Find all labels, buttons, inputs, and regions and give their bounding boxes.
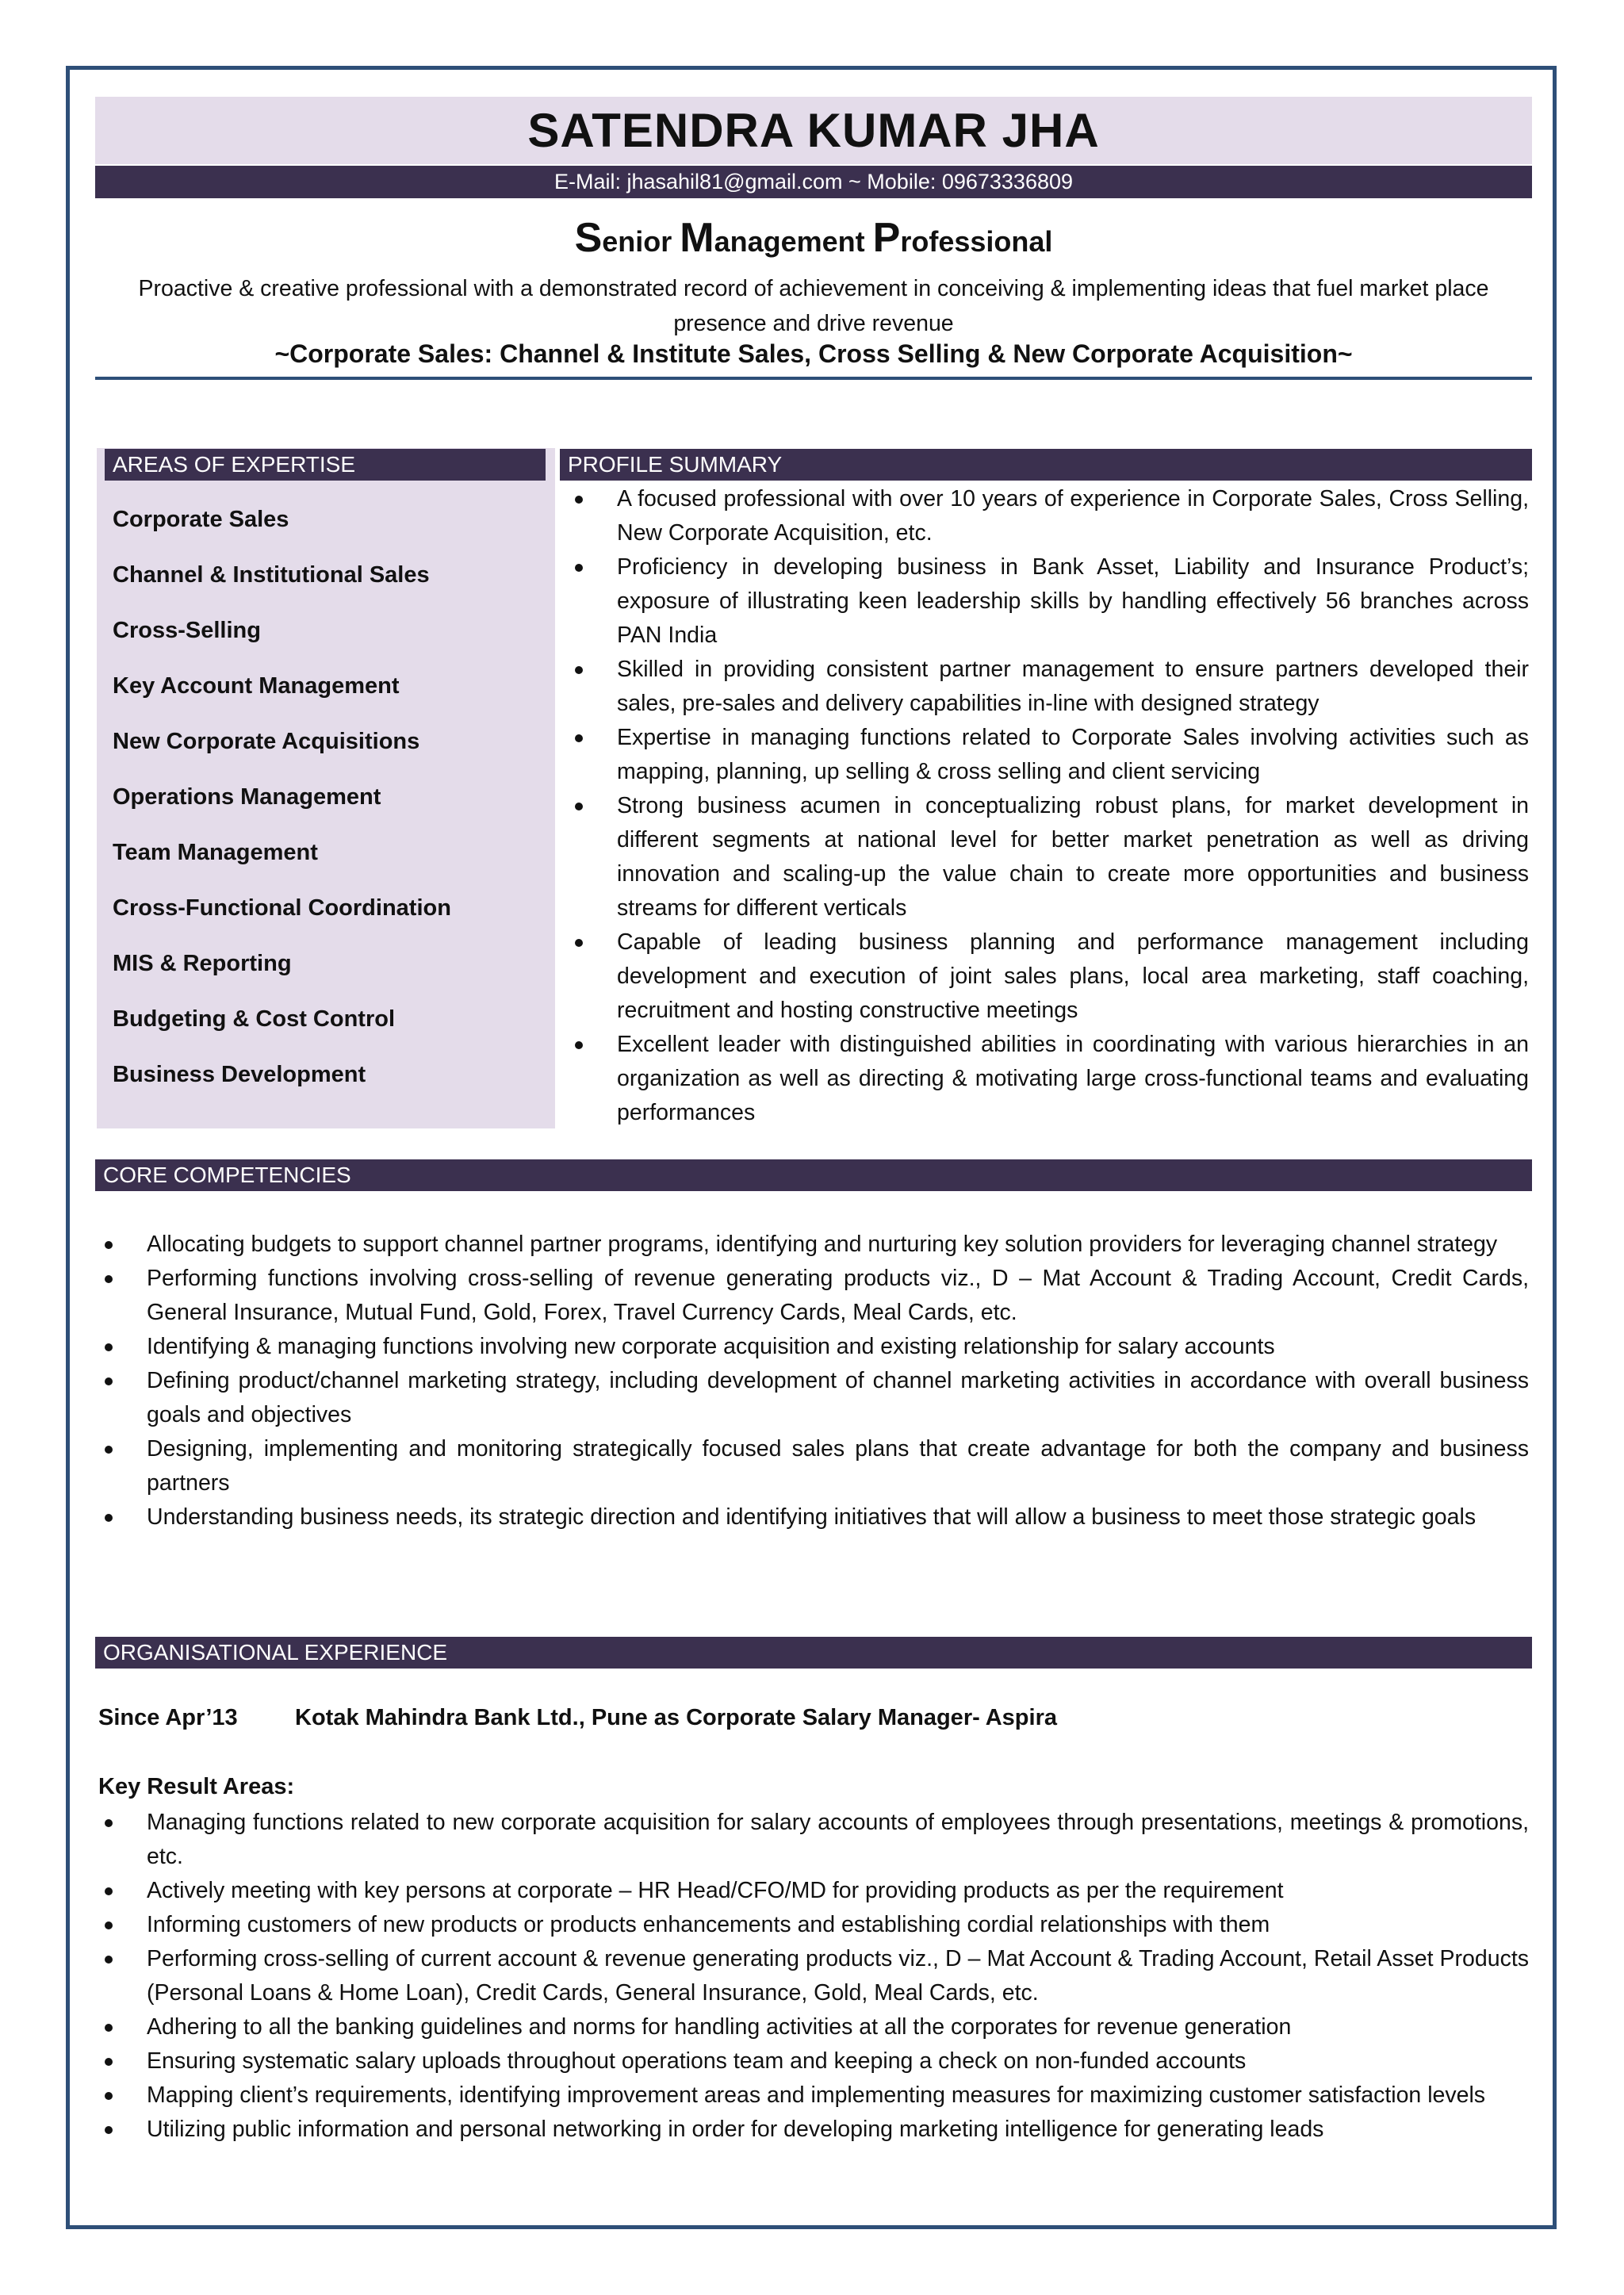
title-initial-m: M [680, 215, 714, 261]
profile-item: Expertise in managing functions related to Corporate Sales involving activities such as mapping, planning, up selling & cross selling and client servicing [617, 721, 1529, 789]
experience-entry [98, 1705, 1057, 1731]
profile-item: Strong business acumen in conceptualizing robust plans, for market development in different segments at national level for better market penetration as well as driving innovation and scaling-up the value chain to create more opportunities and business streams for different verticals [617, 789, 1529, 925]
core-item: Understanding business needs, its strategic direction and identifying initiatives that will allow a business to meet those strategic goals [147, 1500, 1529, 1534]
expertise-item: Team Management [113, 840, 318, 865]
kra-title: Key Result Areas: [98, 1774, 295, 1799]
expertise-item: Business Development [113, 1062, 366, 1087]
expertise-item: Budgeting & Cost Control [113, 1006, 396, 1032]
profile-item: Capable of leading business planning and performance management including development and execution of joint sales plans, local area marketing, staff coaching, recruitment and hosting constructive meetings [617, 925, 1529, 1028]
contact-info: E-Mail: jhasahil81@gmail.com ~ Mobile: 09673336809 [95, 166, 1532, 198]
kra-item: Managing functions related to new corporate acquisition for salary accounts of employees through presentations, meetings & promotions, etc. [147, 1806, 1529, 1874]
core-item: Identifying & managing functions involving new corporate acquisition and existing relationship for salary accounts [147, 1330, 1529, 1364]
tagline: ~Corporate Sales: Channel & Institute Sales, Cross Selling & New Corporate Acquisition~ [274, 339, 1353, 368]
core-item: Designing, implementing and monitoring strategically focused sales plans that create advantage for both the company and business partners [147, 1432, 1529, 1500]
kra-item: Performing cross-selling of current account & revenue generating products viz., D – Mat Account & Trading Account, Retail Asset Products (Personal Loans & Home Loan), Credit Cards, General Insurance, Gold, Meal Cards, etc. [147, 1942, 1529, 2010]
profile-item: Proficiency in developing business in Bank Asset, Liability and Insurance Product’s; exposure of illustrating keen leadership skills by handling effectively 56 branches across PAN India [617, 550, 1529, 653]
expertise-item: Corporate Sales [113, 507, 289, 532]
expertise-list [113, 498, 541, 1109]
expertise-item: New Corporate Acquisitions [113, 729, 420, 754]
title-part-enior: enior [602, 225, 680, 258]
intro-statement: Proactive & creative professional with a demonstrated record of achievement in conceiving & implementing ideas that fuel market place presence and drive revenue [138, 276, 1489, 336]
expertise-item: Operations Management [113, 784, 381, 810]
header-rule [95, 377, 1532, 380]
core-heading: CORE COMPETENCIES [95, 1159, 1532, 1191]
kra-item: Actively meeting with key persons at corporate – HR Head/CFO/MD for providing products as per the requirement [147, 1874, 1529, 1908]
expertise-item: Channel & Institutional Sales [113, 562, 430, 588]
expertise-item: Cross-Selling [113, 618, 261, 643]
profile-heading: PROFILE SUMMARY [560, 449, 1532, 481]
profile-item: Excellent leader with distinguished abilities in coordinating with various hierarchies in an organization as well as directing & motivating large cross-functional teams and evaluating performances [617, 1028, 1529, 1130]
kra-list [147, 1806, 1529, 2147]
title-part-rofessional: rofessional [900, 225, 1053, 258]
experience-company: Kotak Mahindra Bank Ltd., Pune as Corporate Salary Manager- Aspira [295, 1705, 1057, 1730]
expertise-item: MIS & Reporting [113, 951, 292, 976]
kra-item: Ensuring systematic salary uploads throughout operations team and keeping a check on non-funded accounts [147, 2044, 1529, 2079]
core-item: Defining product/channel marketing strategy, including development of channel marketing activities in accordance with overall business goals and objectives [147, 1364, 1529, 1432]
core-item: Allocating budgets to support channel partner programs, identifying and nurturing key solution providers for leveraging channel strategy [147, 1228, 1529, 1262]
experience-heading: ORGANISATIONAL EXPERIENCE [95, 1637, 1532, 1669]
title-initial-s: S [574, 215, 603, 261]
title-part-anagement: anagement [714, 225, 873, 258]
expertise-heading: AREAS OF EXPERTISE [105, 449, 546, 481]
professional-title [95, 214, 1532, 262]
kra-item: Utilizing public information and personal networking in order for developing marketing intelligence for generating leads [147, 2113, 1529, 2147]
title-initial-p: P [872, 215, 901, 261]
core-item: Performing functions involving cross-selling of revenue generating products viz., D – Mat Account & Trading Account, Credit Cards, General Insurance, Mutual Fund, Gold, Forex, Travel Currency Cards, Meal Cards, etc. [147, 1262, 1529, 1330]
profile-summary-list [617, 482, 1529, 1130]
experience-since: Since Apr’13 [98, 1705, 238, 1730]
kra-item: Informing customers of new products or products enhancements and establishing cordial relationships with them [147, 1908, 1529, 1942]
kra-item: Adhering to all the banking guidelines and norms for handling activities at all the corporates for revenue generation [147, 2010, 1529, 2044]
core-competencies-list [147, 1228, 1529, 1534]
kra-item: Mapping client’s requirements, identifying improvement areas and implementing measures for maximizing customer satisfaction levels [147, 2079, 1529, 2113]
profile-item: Skilled in providing consistent partner management to ensure partners developed their sales, pre-sales and delivery capabilities in-line with designed strategy [617, 653, 1529, 721]
expertise-item: Cross-Functional Coordination [113, 895, 451, 921]
expertise-item: Key Account Management [113, 673, 400, 699]
candidate-name: SATENDRA KUMAR JHA [95, 97, 1532, 164]
profile-item: A focused professional with over 10 years of experience in Corporate Sales, Cross Selling, New Corporate Acquisition, etc. [617, 482, 1529, 550]
